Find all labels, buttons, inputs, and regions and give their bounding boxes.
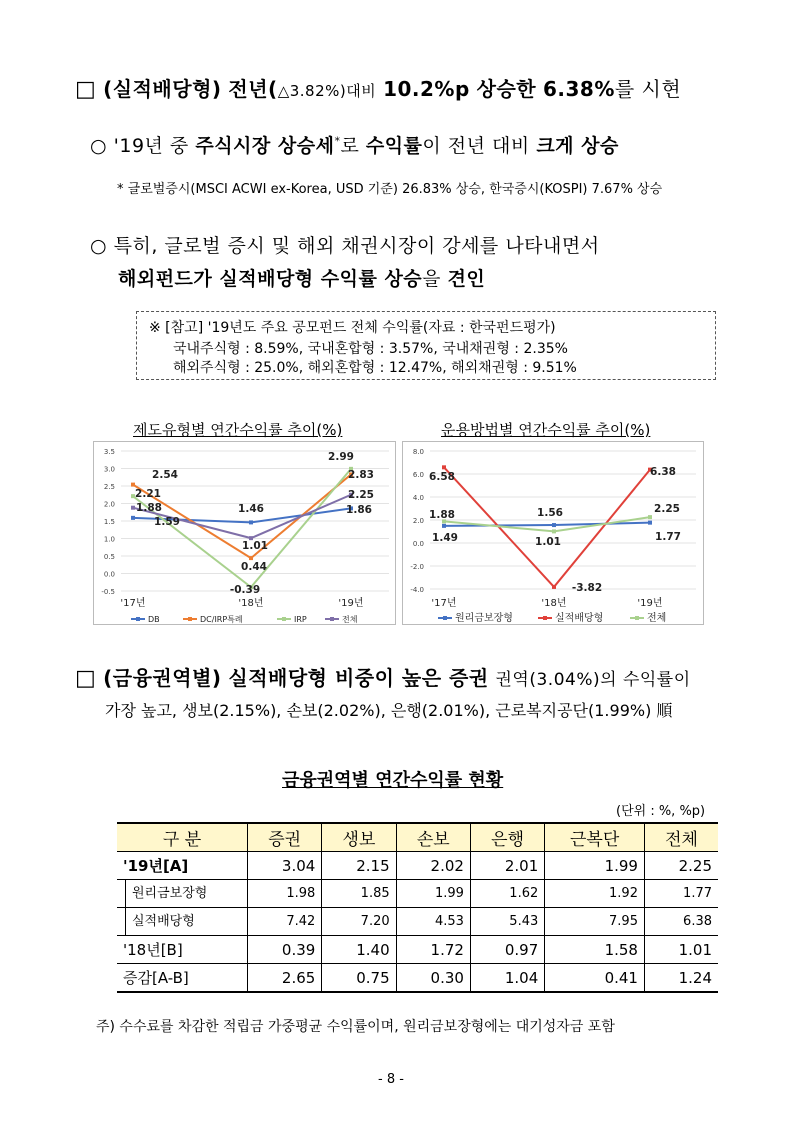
data-point [442, 465, 446, 469]
legend-label: DB [148, 615, 160, 624]
data-label: 1.86 [346, 504, 372, 516]
legend-label: 실적배당형 [555, 613, 604, 624]
y-tick-label: -2.0 [410, 563, 424, 571]
data-point [442, 524, 446, 528]
data-point [131, 516, 135, 520]
data-label: 2.21 [135, 488, 161, 500]
legend-label: 전체 [342, 615, 358, 624]
data-point [249, 520, 253, 524]
table-cell: 1.62 [470, 880, 544, 908]
table-note: 주) 수수료를 차감한 적립금 가중평균 수익률이며, 원리금보장형에는 대기성자금 포함 [96, 1019, 615, 1035]
data-label: 1.88 [429, 509, 455, 521]
header-cell: 구 분 [117, 823, 248, 852]
table-row [117, 908, 718, 936]
data-point [131, 506, 135, 510]
legend-marker [443, 616, 447, 620]
data-label: 1.59 [154, 516, 180, 528]
table-cell: 5.43 [470, 908, 544, 936]
page-number: - 8 - [378, 1072, 404, 1087]
y-tick-label: 1.0 [103, 535, 115, 544]
row-label: 원리금보장형 [117, 880, 248, 908]
y-tick-label: 4.0 [412, 494, 424, 502]
table-cell: 6.38 [644, 908, 718, 936]
data-label: 1.56 [537, 507, 563, 519]
table-cell: 1.01 [644, 936, 718, 964]
table-row [117, 880, 718, 908]
data-label: -0.39 [229, 584, 261, 596]
table-cell: 1.24 [644, 964, 718, 993]
table-cell: 0.41 [545, 964, 645, 993]
legend-label: 원리금보장형 [455, 613, 513, 624]
table-title: 금융권역별 연간수익률 현황 [282, 770, 504, 791]
y-tick-label: 3.0 [103, 465, 115, 474]
y-tick-label: 3.5 [103, 448, 115, 456]
table-cell: 2.15 [322, 852, 396, 880]
row-label: 실적배당형 [117, 908, 248, 936]
table-cell: 1.77 [644, 880, 718, 908]
data-label: 2.83 [348, 469, 374, 481]
data-label: 0.44 [241, 561, 267, 573]
table-cell: 2.65 [248, 964, 322, 993]
data-label: 2.54 [152, 469, 178, 481]
y-tick-label: -4.0 [410, 586, 424, 594]
header-cell: 전체 [644, 823, 718, 852]
data-label: 1.77 [655, 531, 681, 543]
y-tick-label: 2.5 [103, 483, 115, 491]
circle-bullet-icon: ○ [90, 135, 108, 157]
data-point [552, 523, 556, 527]
header-cell: 증권 [248, 823, 322, 852]
data-label: 2.25 [348, 489, 374, 501]
returns-table [117, 822, 718, 993]
data-label: 2.25 [654, 503, 680, 515]
y-tick-label: 0.5 [103, 553, 115, 561]
table-cell: 1.99 [396, 880, 470, 908]
data-point [648, 515, 652, 519]
table-cell: 7.20 [322, 908, 396, 936]
table-cell: 1.85 [322, 880, 396, 908]
table-cell: 0.97 [470, 936, 544, 964]
legend-marker [282, 617, 286, 621]
header-cell: 은행 [470, 823, 544, 852]
y-tick-label: 2.0 [103, 500, 115, 509]
header-cell: 근복단 [545, 823, 645, 852]
data-label: 1.46 [238, 503, 264, 515]
table-row [117, 936, 718, 964]
section1-heading: □ (실적배당형) 전년(△3.82%)대비 10.2%p 상승한 6.38%를 시현 [75, 77, 682, 102]
table-cell: 1.40 [322, 936, 396, 964]
chart2 [402, 441, 704, 625]
table-cell: 1.58 [545, 936, 645, 964]
footnote1: * 글로벌증시(MSCI ACWI ex-Korea, USD 기준) 26.83% 상승, 한국증시(KOSPI) 7.67% 상승 [117, 182, 663, 197]
y-tick-label: 8.0 [412, 448, 424, 456]
table-header-row [117, 823, 718, 852]
reference-line3: 해외주식형 : 25.0%, 해외혼합형 : 12.47%, 해외채권형 : 9.51% [173, 360, 577, 376]
circle-bullet-icon: ○ [90, 235, 108, 257]
table-cell: 2.25 [644, 852, 718, 880]
y-tick-label: 0.0 [412, 540, 424, 548]
chart2-title: 운용방법별 연간수익률 추이(%) [441, 421, 651, 439]
y-tick-label: 6.0 [412, 471, 424, 479]
table-unit: (단위 : %, %p) [616, 804, 706, 819]
table-cell: 2.02 [396, 852, 470, 880]
table-cell: 0.39 [248, 936, 322, 964]
table-cell: 1.98 [248, 880, 322, 908]
row-label: '19년[A] [117, 852, 248, 880]
table-cell: 1.72 [396, 936, 470, 964]
legend-label: 전체 [647, 613, 667, 624]
data-label: 1.88 [136, 502, 162, 514]
x-tick-label: '17년 [120, 598, 146, 609]
data-label: 6.38 [650, 466, 676, 478]
checkbox-square-icon: □ [75, 666, 97, 691]
chart1-title: 제도유형별 연간수익률 추이(%) [133, 421, 343, 439]
data-label: -3.82 [571, 582, 603, 594]
legend-label: DC/IRP특례 [200, 615, 243, 624]
table-cell: 2.01 [470, 852, 544, 880]
table-cell: 0.75 [322, 964, 396, 993]
y-tick-label: 1.5 [103, 518, 115, 526]
table-cell: 1.92 [545, 880, 645, 908]
table-cell: 7.95 [545, 908, 645, 936]
data-point [131, 483, 135, 487]
data-label: 6.58 [429, 471, 455, 483]
table-cell: 3.04 [248, 852, 322, 880]
legend-marker [635, 616, 639, 620]
row-label: 증감[A-B] [117, 964, 248, 993]
x-tick-label: '19년 [338, 598, 364, 609]
point2-line2: 해외펀드가 실적배당형 수익률 상승을 견인 [118, 268, 486, 290]
table-cell: 1.04 [470, 964, 544, 993]
y-tick-label: 0.0 [103, 570, 115, 579]
reference-line2: 국내주식형 : 8.59%, 국내혼합형 : 3.57%, 국내채권형 : 2.35% [173, 341, 568, 357]
table-row [117, 964, 718, 993]
x-tick-label: '18년 [541, 598, 567, 609]
x-tick-label: '19년 [637, 598, 663, 609]
legend-label: IRP [294, 615, 307, 624]
table-cell: 7.42 [248, 908, 322, 936]
row-label: '18년[B] [117, 936, 248, 964]
point2-line1: ○ 특히, 글로벌 증시 및 해외 채권시장이 강세를 나타내면서 [90, 235, 600, 257]
data-label: 1.01 [242, 540, 268, 552]
data-label: 2.99 [328, 451, 354, 463]
data-label: 1.49 [432, 532, 458, 544]
header-cell: 생보 [322, 823, 396, 852]
checkbox-square-icon: □ [75, 77, 97, 102]
legend-marker [543, 616, 547, 620]
data-point [249, 556, 253, 560]
table-cell: 4.53 [396, 908, 470, 936]
chart1 [93, 441, 396, 625]
legend-marker [330, 617, 334, 621]
section2-line2: 가장 높고, 생보(2.15%), 손보(2.02%), 은행(2.01%), 근로복지공단(1.99%) 順 [105, 701, 673, 720]
data-point [648, 521, 652, 525]
point1: ○ '19년 중 주식시장 상승세*로 수익률이 전년 대비 크게 상승 [90, 134, 619, 157]
reference-box [136, 311, 716, 380]
reference-line1: ※ [참고] '19년도 주요 공모펀드 전체 수익률(자료 : 한국펀드평가) [149, 320, 556, 336]
data-point [552, 529, 556, 533]
data-point [552, 585, 556, 589]
legend-marker [136, 617, 140, 621]
table-row [117, 852, 718, 880]
y-tick-label: 2.0 [412, 517, 424, 525]
header-cell: 손보 [396, 823, 470, 852]
y-tick-label: -0.5 [101, 588, 115, 596]
section2-heading: □ (금융권역별) 실적배당형 비중이 높은 증권 권역(3.04%)의 수익률이 [75, 666, 691, 691]
x-tick-label: '18년 [238, 598, 264, 609]
table-cell: 0.30 [396, 964, 470, 993]
x-tick-label: '17년 [431, 598, 457, 609]
legend-marker [188, 617, 192, 621]
data-label: 1.01 [535, 536, 561, 548]
table-cell: 1.99 [545, 852, 645, 880]
